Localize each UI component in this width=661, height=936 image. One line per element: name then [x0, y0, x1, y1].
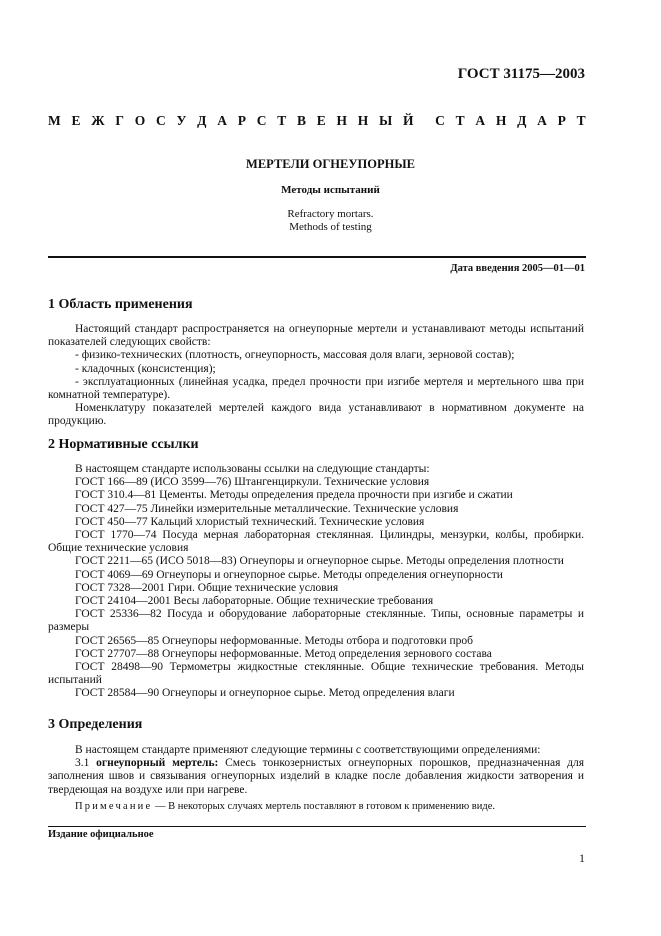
- list-item: - кладочных (консистенция);: [75, 362, 216, 375]
- term-definition: Смесь тонкозернистых огнеупорных порошков, предназначенная для заполнения швов и связывания огнеупорных изделий в кладке после добавления жидкости затворения и твердеющая на воздухе или при нагреве.: [48, 757, 585, 796]
- interstate-letter: А: [475, 113, 486, 128]
- definition-item: [48, 757, 584, 797]
- note-text: — В некоторых случаях мертель поставляют в готовом к применению виде.: [154, 801, 496, 812]
- interstate-letter: Р: [237, 113, 246, 128]
- interstate-letter: Е: [316, 113, 326, 128]
- document-title: МЕРТЕЛИ ОГНЕУПОРНЫЕ: [246, 157, 415, 171]
- interstate-letter: Н: [495, 113, 507, 128]
- reference-item: ГОСТ 24104—2001 Весы лабораторные. Общие технические требования: [75, 595, 434, 608]
- interstate-letter: С: [256, 113, 267, 128]
- interstate-letter: А: [537, 113, 547, 128]
- note: [48, 800, 584, 813]
- reference-item: ГОСТ 25336—82 Посуда и оборудование лабораторные стеклянные. Типы, основные параметры и размеры: [48, 608, 584, 634]
- interstate-letter: Н: [357, 113, 369, 128]
- note-label: Примечание: [75, 801, 153, 812]
- list-item: - эксплуатационных (линейная усадка, предел прочности при изгибе мертеля и мертельного шва при комнатной температуре).: [48, 375, 584, 402]
- interstate-letter: О: [134, 113, 146, 128]
- reference-item: ГОСТ 1770—74 Посуда мерная лабораторная стеклянная. Цилиндры, мензурки, колбы, пробирки. Общие технические условия: [48, 529, 584, 555]
- interstate-letter: Р: [557, 113, 566, 128]
- interstate-letter: Д: [517, 113, 527, 128]
- paragraph: В настоящем стандарте применяют следующие термины с соответствующими определениями:: [75, 744, 541, 756]
- interstate-letter: Т: [576, 113, 586, 128]
- section-1-heading: 1 Область применения: [48, 297, 193, 312]
- interstate-letter: Д: [197, 113, 207, 128]
- intro-date: Дата введения 2005—01—01: [450, 263, 585, 274]
- section-2-body: [48, 463, 584, 701]
- interstate-standard-heading: [48, 113, 586, 129]
- document-subtitle: Методы испытаний: [281, 184, 380, 196]
- term: огнеупорный мертель:: [96, 757, 219, 770]
- interstate-letter: В: [296, 113, 306, 128]
- section-3-heading: 3 Определения: [48, 717, 143, 732]
- interstate-letter: Й: [403, 113, 414, 128]
- reference-item: ГОСТ 7328—2001 Гири. Общие технические условия: [75, 581, 339, 594]
- interstate-letter: Н: [336, 113, 348, 128]
- footer-rule: [48, 826, 586, 827]
- section-1-body: [48, 323, 584, 429]
- section-3-body: [48, 744, 584, 797]
- interstate-letter: Ж: [91, 113, 105, 128]
- term-number: 3.1: [75, 757, 90, 770]
- paragraph: Номенклатуру показателей мертелей каждого вида устанавливают в нормативном документе на продукцию.: [48, 402, 584, 428]
- header-rule: [48, 256, 586, 258]
- document-number: ГОСТ 31175—2003: [457, 66, 585, 82]
- interstate-letter: С: [155, 113, 166, 128]
- reference-item: ГОСТ 427—75 Линейки измерительные металлические. Технические условия: [75, 502, 459, 515]
- reference-item: ГОСТ 2211—65 (ИСО 5018—83) Огнеупоры и огнеупорное сырье. Методы определения плотности: [75, 555, 564, 568]
- reference-item: ГОСТ 450—77 Кальций хлористый технический. Технические условия: [75, 515, 425, 528]
- interstate-letter: Ы: [379, 113, 393, 128]
- section-2-heading: 2 Нормативные ссылки: [48, 437, 199, 452]
- interstate-letter: Е: [71, 113, 81, 128]
- interstate-letter: М: [48, 113, 61, 128]
- edition-label: Издание официальное: [48, 829, 154, 840]
- reference-item: ГОСТ 27707—88 Огнеупоры неформованные. Метод определения зернового состава: [75, 647, 492, 660]
- interstate-letter: Т: [455, 113, 465, 128]
- reference-item: ГОСТ 166—89 (ИСО 3599—76) Штангенциркули. Технические условия: [75, 476, 430, 489]
- paragraph: Настоящий стандарт распространяется на огнеупорные мертели и устанавливают методы испытаний показателей следующих свойств:: [48, 323, 584, 349]
- english-title-line-2: Methods of testing: [289, 220, 372, 233]
- page-number: 1: [579, 851, 585, 865]
- reference-item: ГОСТ 310.4—81 Цементы. Методы определения предела прочности при изгибе и сжатии: [75, 489, 513, 502]
- paragraph: В настоящем стандарте использованы ссылки на следующие стандарты:: [75, 463, 430, 475]
- interstate-letter: Т: [277, 113, 287, 128]
- interstate-letter: А: [217, 113, 227, 128]
- interstate-letter: Г: [115, 113, 124, 128]
- reference-item: ГОСТ 28584—90 Огнеупоры и огнеупорное сырье. Метод определения влаги: [75, 687, 455, 700]
- reference-item: ГОСТ 28498—90 Термометры жидкостные стеклянные. Общие технические требования. Методы испытаний: [48, 661, 584, 687]
- english-title-line-1: Refractory mortars.: [287, 208, 374, 220]
- list-item: - физико-технических (плотность, огнеупорность, массовая доля влаги, зерновой состав);: [75, 349, 515, 362]
- interstate-letter: У: [176, 113, 187, 128]
- reference-item: ГОСТ 4069—69 Огнеупоры и огнеупорное сырье. Методы определения огнеупорности: [75, 568, 503, 581]
- reference-item: ГОСТ 26565—85 Огнеупоры неформованные. Методы отбора и подготовки проб: [75, 634, 474, 647]
- interstate-letter: С: [435, 113, 445, 128]
- english-title: [0, 208, 661, 233]
